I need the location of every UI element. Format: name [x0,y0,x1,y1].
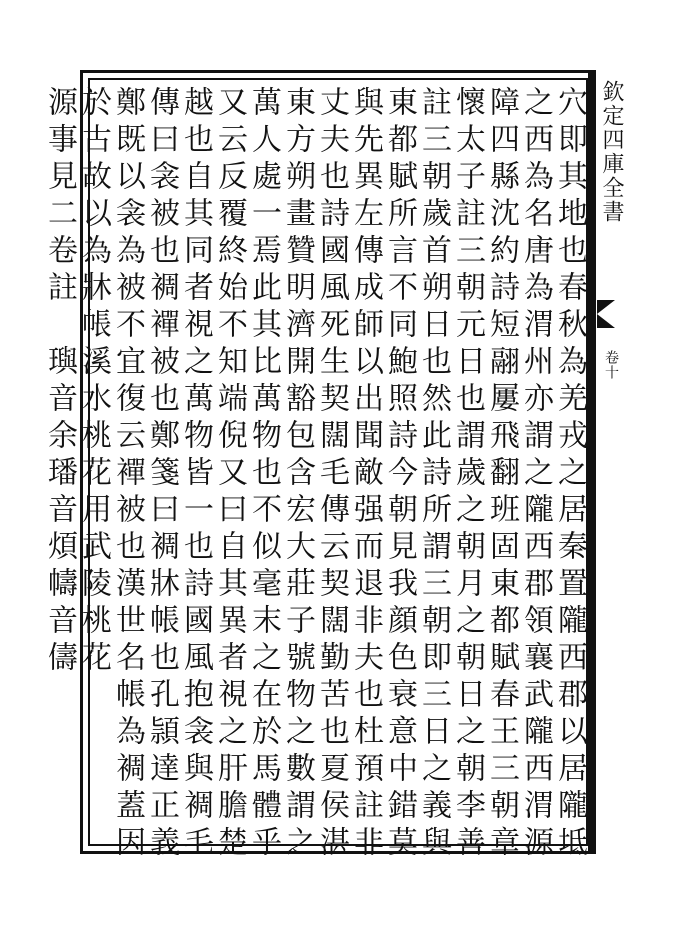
text-column-13: 傳曰衾被也裯襌被也鄭箋曰裯牀帳也孔頴達正義 [144,86,179,863]
margin-band [588,70,596,854]
text-column-10: 萬人處一焉此其比萬物也不似毫末之在於馬體乎 [246,86,281,863]
text-column-12: 越也自其同者視之萬物皆一也詩國風抱衾與裯毛 [178,86,213,863]
text-column-3: 障四縣沈約詩短翮屢飛翻班固東都賦春王三朝章 [484,86,519,863]
text-column-14: 鄭既以衾為被不宜復云襌被也漢世名帳為裯蓋因 [110,86,145,863]
text-column-7: 與先異左傳成師以出聞敵强而退非夫也杜預註非 [348,86,383,863]
text-column-9: 東方朔畫贊明濟開豁包含宏大莊子號物之數謂之 [280,86,315,863]
text-column-15: 於古故以為牀帳溪水桃花用武陵桃花 [76,86,111,678]
text-column-6: 東都賦所言不同鮑照詩今朝見我顔色衰意中錯莫 [382,86,417,863]
text-column-1: 穴即其地也春秋為羌戎之居秦置隴西郡以居隴坻 [552,86,587,863]
text-columns [42,86,587,863]
text-column-8: 丈夫也詩國風死生契闊毛傳云契闊勤苦也夏侯湛 [314,86,349,863]
text-column-16: 源事見二卷註 璵音余璠音煩幬音儔 [42,86,77,678]
book-title: 欽定四庫全書 [599,80,624,224]
fishtail-mark [597,300,615,328]
text-column-4: 懷太子註三朝元日也謂歲之朝月之朝日之朝李善 [450,86,485,863]
text-column-2: 之西為名唐為渭州亦謂之隴西郡領襄武隴西渭源 [518,86,553,863]
text-column-5: 註三朝歲首朔日也然此詩所謂三朝即三日之義與 [416,86,451,863]
text-column-11: 又云反覆終始不知端倪又曰自其異者視之肝膽楚 [212,86,247,863]
volume-label: 卷十 [603,350,619,380]
